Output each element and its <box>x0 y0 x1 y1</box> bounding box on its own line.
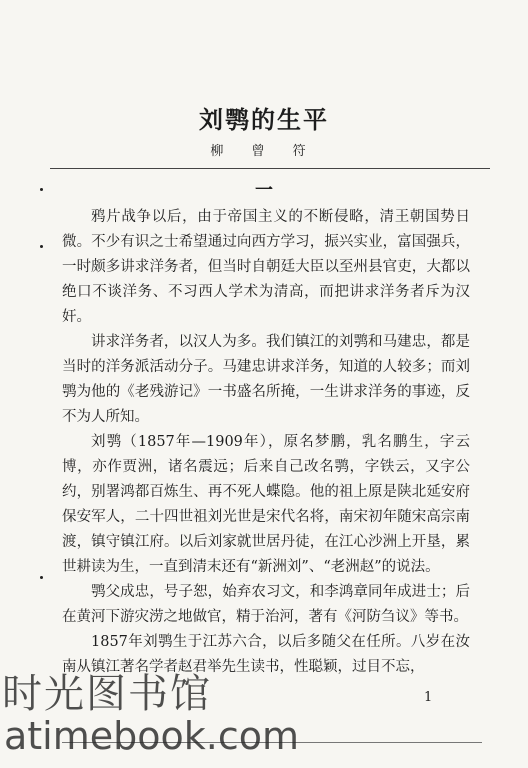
watermark-name: 时光图书馆 <box>2 671 212 717</box>
paragraph-5: 1857年刘鹗生于江苏六合，以后多随父在任所。八岁在汝南从镇江著名学者赵君举先生读书，性聪颖，过目不忘， <box>62 634 470 675</box>
scan-speck <box>40 188 43 191</box>
article-author: 柳 曾 符 <box>210 144 318 159</box>
title-divider <box>50 168 490 169</box>
article-title: 刘鹗的生平 <box>199 105 329 134</box>
scan-speck <box>40 245 43 248</box>
paragraph-2: 讲求洋务者，以汉人为多。我们镇江的刘鹗和马建忠，都是当时的洋务派活动分子。马建忠讲求洋务，知道的人较多；而刘鹗为他的《老残游记》一书盛名所掩，一生讲求洋务的事迹，反不为人所知。 <box>62 334 470 425</box>
scan-speck <box>40 576 43 579</box>
article-body <box>62 205 470 680</box>
watermark-url: atimebook.com <box>4 714 300 758</box>
page-number: 1 <box>424 690 433 705</box>
paragraph-4: 鹗父成忠，号子恕，始弃农习文，和李鸿章同年成进士；后在黄河下游灾涝之地做官，精于治河，著有《河防刍议》等书。 <box>62 584 470 625</box>
paragraph-1: 鸦片战争以后，由于帝国主义的不断侵略，清王朝国势日微。不少有识之士希望通过向西方学习，振兴实业，富国强兵，一时颇多讲求洋务者，但当时自朝廷大臣以至州县官吏，大都以绝口不谈洋务、不习西人学术为清高，而把讲求洋务者斥为汉奸。 <box>62 209 470 325</box>
paragraph-3: 刘鹗（1857年—1909年），原名梦鹏，乳名鹏生，字云博，亦作贾洲，诸名震远；后来自己改名鹗，字铁云，又字公约，别署鸿都百炼生、再不死人蝶隐。他的祖上原是陕北延安府保安军人，二十四世祖刘光世是宋代名将，南宋初年随宋高宗南渡，镇守镇江府。以后刘家就世居丹徒，在江心沙洲上开垦，累世耕读为生，一直到清末还有“新洲刘”、“老洲赵”的说法。 <box>62 434 470 575</box>
section-number: 一 <box>255 180 273 201</box>
